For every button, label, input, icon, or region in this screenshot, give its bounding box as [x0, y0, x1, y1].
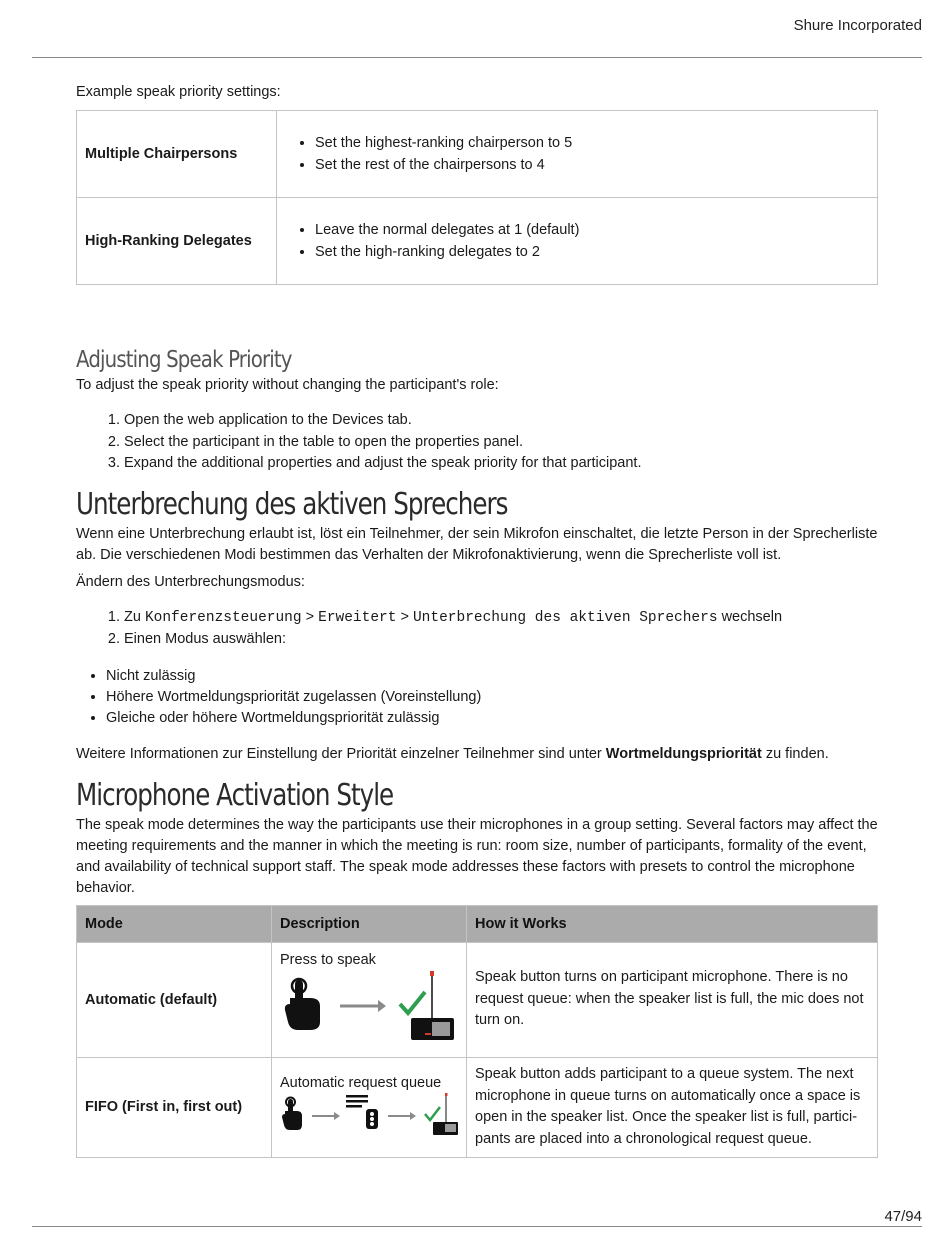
- check-icon: [425, 1107, 440, 1120]
- priority-items: [277, 198, 878, 285]
- interrupt-modes: [76, 666, 878, 729]
- interrupt-change: Ändern des Unterbrechungsmodus:: [76, 573, 305, 590]
- menu-path: Erweitert: [318, 609, 397, 626]
- request-queue-diagram: [280, 1093, 458, 1137]
- header-rule: [32, 57, 922, 58]
- menu-path: Unterbrechung des aktiven Sprechers: [412, 609, 718, 626]
- column-header: Description: [272, 905, 467, 942]
- description-caption: Automatic request queue: [280, 1075, 442, 1091]
- list-item: 3. Expand the additional properties and adjust the speak priority for that participant.: [124, 453, 878, 475]
- step-text: Zu: [124, 608, 141, 625]
- priority-reference: Wortmeldungspriorität: [605, 745, 762, 762]
- arrow-icon: [312, 1112, 340, 1120]
- table-row: [77, 1057, 878, 1157]
- footer-rule: [32, 1226, 922, 1227]
- table-row: [77, 198, 878, 285]
- arrow-icon: [388, 1112, 416, 1120]
- page-content: [76, 82, 878, 1158]
- list-item: • Nicht zulässig: [106, 666, 878, 687]
- mode-cell: FIFO (First in, first out): [77, 1057, 272, 1157]
- activation-paragraph: The speak mode determines the way the participants use their microphones in a group setting. Several factors may affect the meeting requirements and the manner in which the meeting is run: room size, number of participants, formality of the event, and availability of technical support staff. The speak mode addresses these factors with presets to control the microphone behavior.: [76, 816, 878, 896]
- how-it-works-cell: Speak button adds participant to a queue system. The next microphone in queue turns on automatically once a space is open in the speaker list. Once the speaker list is full, participants are placed into a chronological request queue.: [467, 1057, 878, 1157]
- how-it-works-cell: Speak button turns on participant microphone. There is no request queue: when the speaker list is full, the mic does not turn on.: [467, 942, 878, 1057]
- header-company: Shure Incorporated: [793, 17, 922, 34]
- list-item: 2. Einen Modus auswählen:: [124, 629, 878, 651]
- activation-heading: Microphone Activation Style: [76, 777, 394, 813]
- priority-items: [277, 111, 878, 198]
- queue-list-icon: [346, 1095, 378, 1129]
- mode-cell: Automatic (default): [77, 942, 272, 1057]
- adjust-steps: [76, 410, 878, 475]
- adjust-heading: Adjusting Speak Priority: [76, 347, 292, 373]
- interrupt-heading: Unterbrechung des aktiven Sprechers: [76, 486, 508, 522]
- more-text: Weitere Informationen zur Einstellung der Priorität einzelner Teilnehmer sind unter: [76, 745, 602, 762]
- column-header: How it Works: [467, 905, 878, 942]
- priority-label: Multiple Chairpersons: [77, 111, 277, 198]
- list-item: [124, 607, 878, 630]
- list-item: • Leave the normal delegates at 1 (default): [315, 219, 876, 241]
- path-separator: >: [305, 608, 315, 625]
- path-separator: >: [400, 608, 409, 625]
- priority-label: High-Ranking Delegates: [77, 198, 277, 285]
- interrupt-steps: [76, 607, 878, 651]
- column-header: Mode: [77, 905, 272, 942]
- arrow-icon: [340, 1000, 386, 1012]
- priority-table: [76, 110, 878, 285]
- interrupt-paragraph: Wenn eine Unterbrechung erlaubt ist, löst ein Teilnehmer, der sein Mikrofon einschaltet, die letzte Person in der Sprecherliste ab. Die verschiedenen Modi bestimmen das Verhalten der Mikrofonaktivierung, wenn die Sprecherliste voll ist.: [76, 525, 878, 563]
- adjust-intro: To adjust the speak priority without changing the participant's role:: [76, 377, 499, 393]
- description-caption: Press to speak: [280, 951, 376, 968]
- table-row: [77, 111, 878, 198]
- list-item: • Set the highest-ranking chairperson to 5: [315, 132, 876, 154]
- list-item: 2. Select the participant in the table to open the properties panel.: [124, 432, 878, 454]
- description-cell: [272, 942, 467, 1057]
- finger-press-icon: [285, 979, 320, 1030]
- table-row: [77, 942, 878, 1057]
- list-item: • Gleiche oder höhere Wortmeldungspriorität zulässig: [106, 708, 878, 729]
- finger-press-icon: [282, 1098, 302, 1131]
- page-number: 47/94: [884, 1208, 922, 1225]
- list-item: 1. Open the web application to the Devices tab.: [124, 410, 878, 432]
- step-text: wechseln: [721, 608, 783, 625]
- check-icon: [400, 992, 425, 1013]
- interrupt-more: [76, 744, 878, 765]
- list-item: • Set the rest of the chairpersons to 4: [315, 154, 876, 176]
- example-intro: Example speak priority settings:: [76, 84, 281, 100]
- press-to-speak-diagram: [280, 970, 458, 1046]
- microphone-unit-icon: [411, 971, 454, 1040]
- more-text: zu finden.: [765, 745, 829, 762]
- menu-path: Konferenzsteuerung: [144, 609, 302, 626]
- table-header-row: [77, 905, 878, 942]
- list-item: • Set the high-ranking delegates to 2: [315, 241, 876, 263]
- description-cell: [272, 1057, 467, 1157]
- modes-table: [76, 905, 878, 1158]
- list-item: • Höhere Wortmeldungspriorität zugelassen (Voreinstellung): [106, 687, 878, 708]
- microphone-unit-icon: [433, 1093, 458, 1135]
